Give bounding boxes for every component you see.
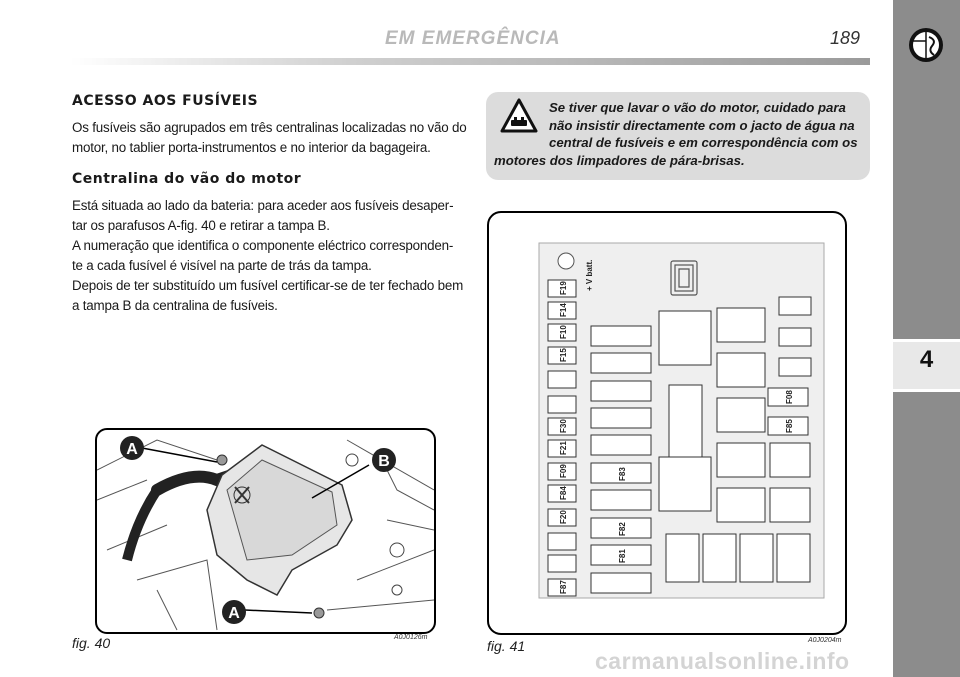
callout-b: B (378, 453, 390, 470)
warning-text: Se tiver que lavar o vão do motor, cuidado para não insistir directamente com o jacto de água na central de fusíveis e em correspondência com os motores dos limpadores de pára-brisas. (494, 100, 858, 168)
fuse-label-f20: F20 (559, 510, 568, 524)
callout-a-bottom: A (228, 605, 240, 622)
fuse-label-f10: F10 (559, 325, 568, 339)
body-line: Depois de ter substituído um fusível certificar-se de ter fechado bem (72, 278, 464, 293)
page-number: 189 (830, 28, 861, 48)
page-header-title: EM EMERGÊNCIA (385, 28, 561, 49)
body-line: te a cada fusível é visível na parte de trás da tampa. (72, 258, 372, 273)
callout-a-top: A (126, 441, 138, 458)
fuse-label-f82: F82 (618, 522, 627, 536)
engine-fuse-cover-drawing (97, 430, 434, 632)
figure-41-code: A0J0204m (808, 637, 842, 644)
chapter-tab-number: 4 (919, 346, 934, 373)
fuse-layout-drawing (489, 213, 845, 633)
body-line: tar os parafusos A-fig. 40 e retirar a tampa B. (72, 218, 330, 233)
section-title: ACESSO AOS FUSÍVEIS (72, 93, 259, 109)
figure-40-caption: fig. 40 (72, 635, 111, 651)
fuse-label-f21: F21 (559, 441, 568, 455)
body-line: a tampa B da centralina de fusíveis. (72, 298, 278, 313)
fuse-label-f85: F85 (785, 419, 794, 433)
fuse-label-f81: F81 (618, 549, 627, 563)
fuse-label-f14: F14 (559, 303, 568, 317)
fuse-label-f30: F30 (559, 419, 568, 433)
figure-40-code: A0J0126m (394, 634, 428, 641)
section-intro: Os fusíveis são agrupados em três centralinas localizadas no vão do motor, no tablier porta-instrumentos e no interior da bagageira. (72, 120, 467, 155)
figure-41-fuse-box-diagram (487, 211, 847, 635)
fuse-label-f87: F87 (559, 580, 568, 594)
subsection-title: Centralina do vão do motor (72, 171, 302, 187)
fuse-label-f84: F84 (559, 486, 568, 500)
figure-41-caption: fig. 41 (487, 638, 526, 654)
warning-triangle-icon (500, 98, 538, 134)
warning-text-block (494, 99, 859, 169)
vbatt-label: + V batt. (585, 259, 594, 291)
alfa-romeo-logo-icon (908, 27, 944, 63)
body-line: A numeração que identifica o componente eléctrico corresponden- (72, 238, 454, 253)
subsection-body (72, 196, 467, 316)
fuse-label-f09: F09 (559, 464, 568, 478)
fuse-label-f15: F15 (559, 348, 568, 362)
fuse-label-f83: F83 (618, 467, 627, 481)
fuse-label-f08: F08 (785, 390, 794, 404)
figure-40-illustration (95, 428, 436, 634)
body-line: Está situada ao lado da bateria: para aceder aos fusíveis desaper- (72, 198, 454, 213)
watermark: carmanualsonline.info (595, 648, 850, 674)
fuse-label-f19: F19 (559, 281, 568, 295)
header-rule (70, 58, 870, 65)
